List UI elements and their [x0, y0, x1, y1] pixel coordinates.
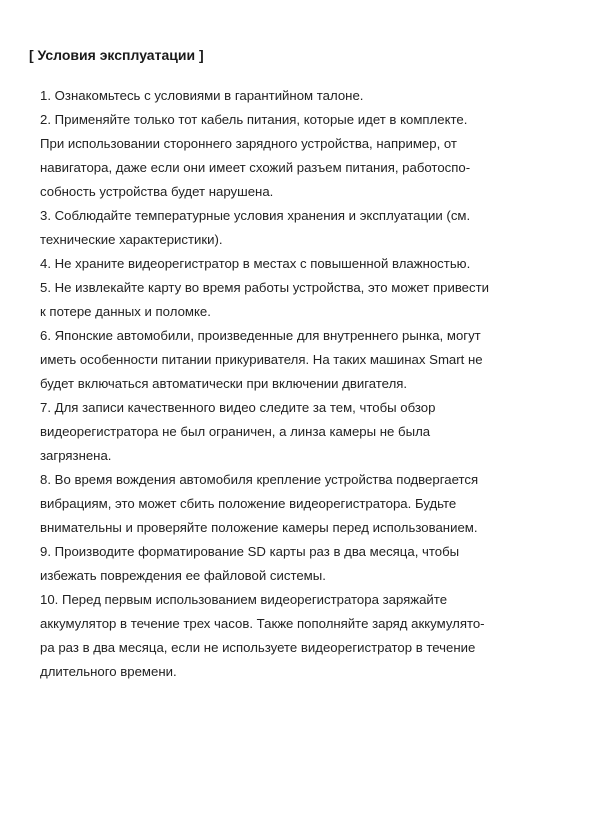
text-line: избежать повреждения ее файловой системы.: [40, 568, 326, 583]
text-line: 6. Японские автомобили, произведенные для внутреннего рынка, могут: [40, 328, 481, 343]
text-line: 1. Ознакомьтесь с условиями в гарантийном талоне.: [40, 88, 364, 103]
text-line: 4. Не храните видеорегистратор в местах с повышенной влажностью.: [40, 256, 471, 271]
text-line: к потере данных и поломке.: [40, 304, 211, 319]
text-line: собность устройства будет нарушена.: [40, 184, 274, 199]
text-line: 3. Соблюдайте температурные условия хранения и эксплуатации (см.: [40, 208, 471, 223]
text-line: видеорегистратора не был ограничен, а линза камеры не была: [40, 424, 431, 439]
text-line: 10. Перед первым использованием видеорегистратора заряжайте: [40, 592, 448, 607]
text-line: внимательны и проверяйте положение камеры перед использованием.: [40, 520, 478, 535]
text-line: иметь особенности питании прикуривателя. На таких машинах Smart не: [40, 352, 483, 367]
text-line: длительного времени.: [40, 664, 177, 679]
text-line: навигатора, даже если они имеет схожий разъем питания, работоспо-: [40, 160, 471, 175]
text-line: будет включаться автоматически при включении двигателя.: [40, 376, 408, 391]
text-line: 2. Применяйте только тот кабель питания, которые идет в комплекте.: [40, 112, 468, 127]
section-heading: [ Условия эксплуатации ]: [29, 47, 204, 63]
text-line: вибрациям, это может сбить положение видеорегистратора. Будьте: [40, 496, 457, 511]
text-line: При использовании стороннего зарядного устройства, например, от: [40, 136, 457, 151]
text-line: технические характеристики).: [40, 232, 223, 247]
text-line: загрязнена.: [40, 448, 112, 463]
text-line: 7. Для записи качественного видео следите за тем, чтобы обзор: [40, 400, 436, 415]
text-line: 9. Производите форматирование SD карты раз в два месяца, чтобы: [40, 544, 460, 559]
conditions-text: [40, 84, 555, 684]
text-line: аккумулятор в течение трех часов. Также пополняйте заряд аккумулято-: [40, 616, 485, 631]
text-line: 8. Во время вождения автомобиля крепление устройства подвергается: [40, 472, 479, 487]
text-line: ра раз в два месяца, если не используете видеорегистратор в течение: [40, 640, 476, 655]
text-line: 5. Не извлекайте карту во время работы устройства, это может привести: [40, 280, 490, 295]
